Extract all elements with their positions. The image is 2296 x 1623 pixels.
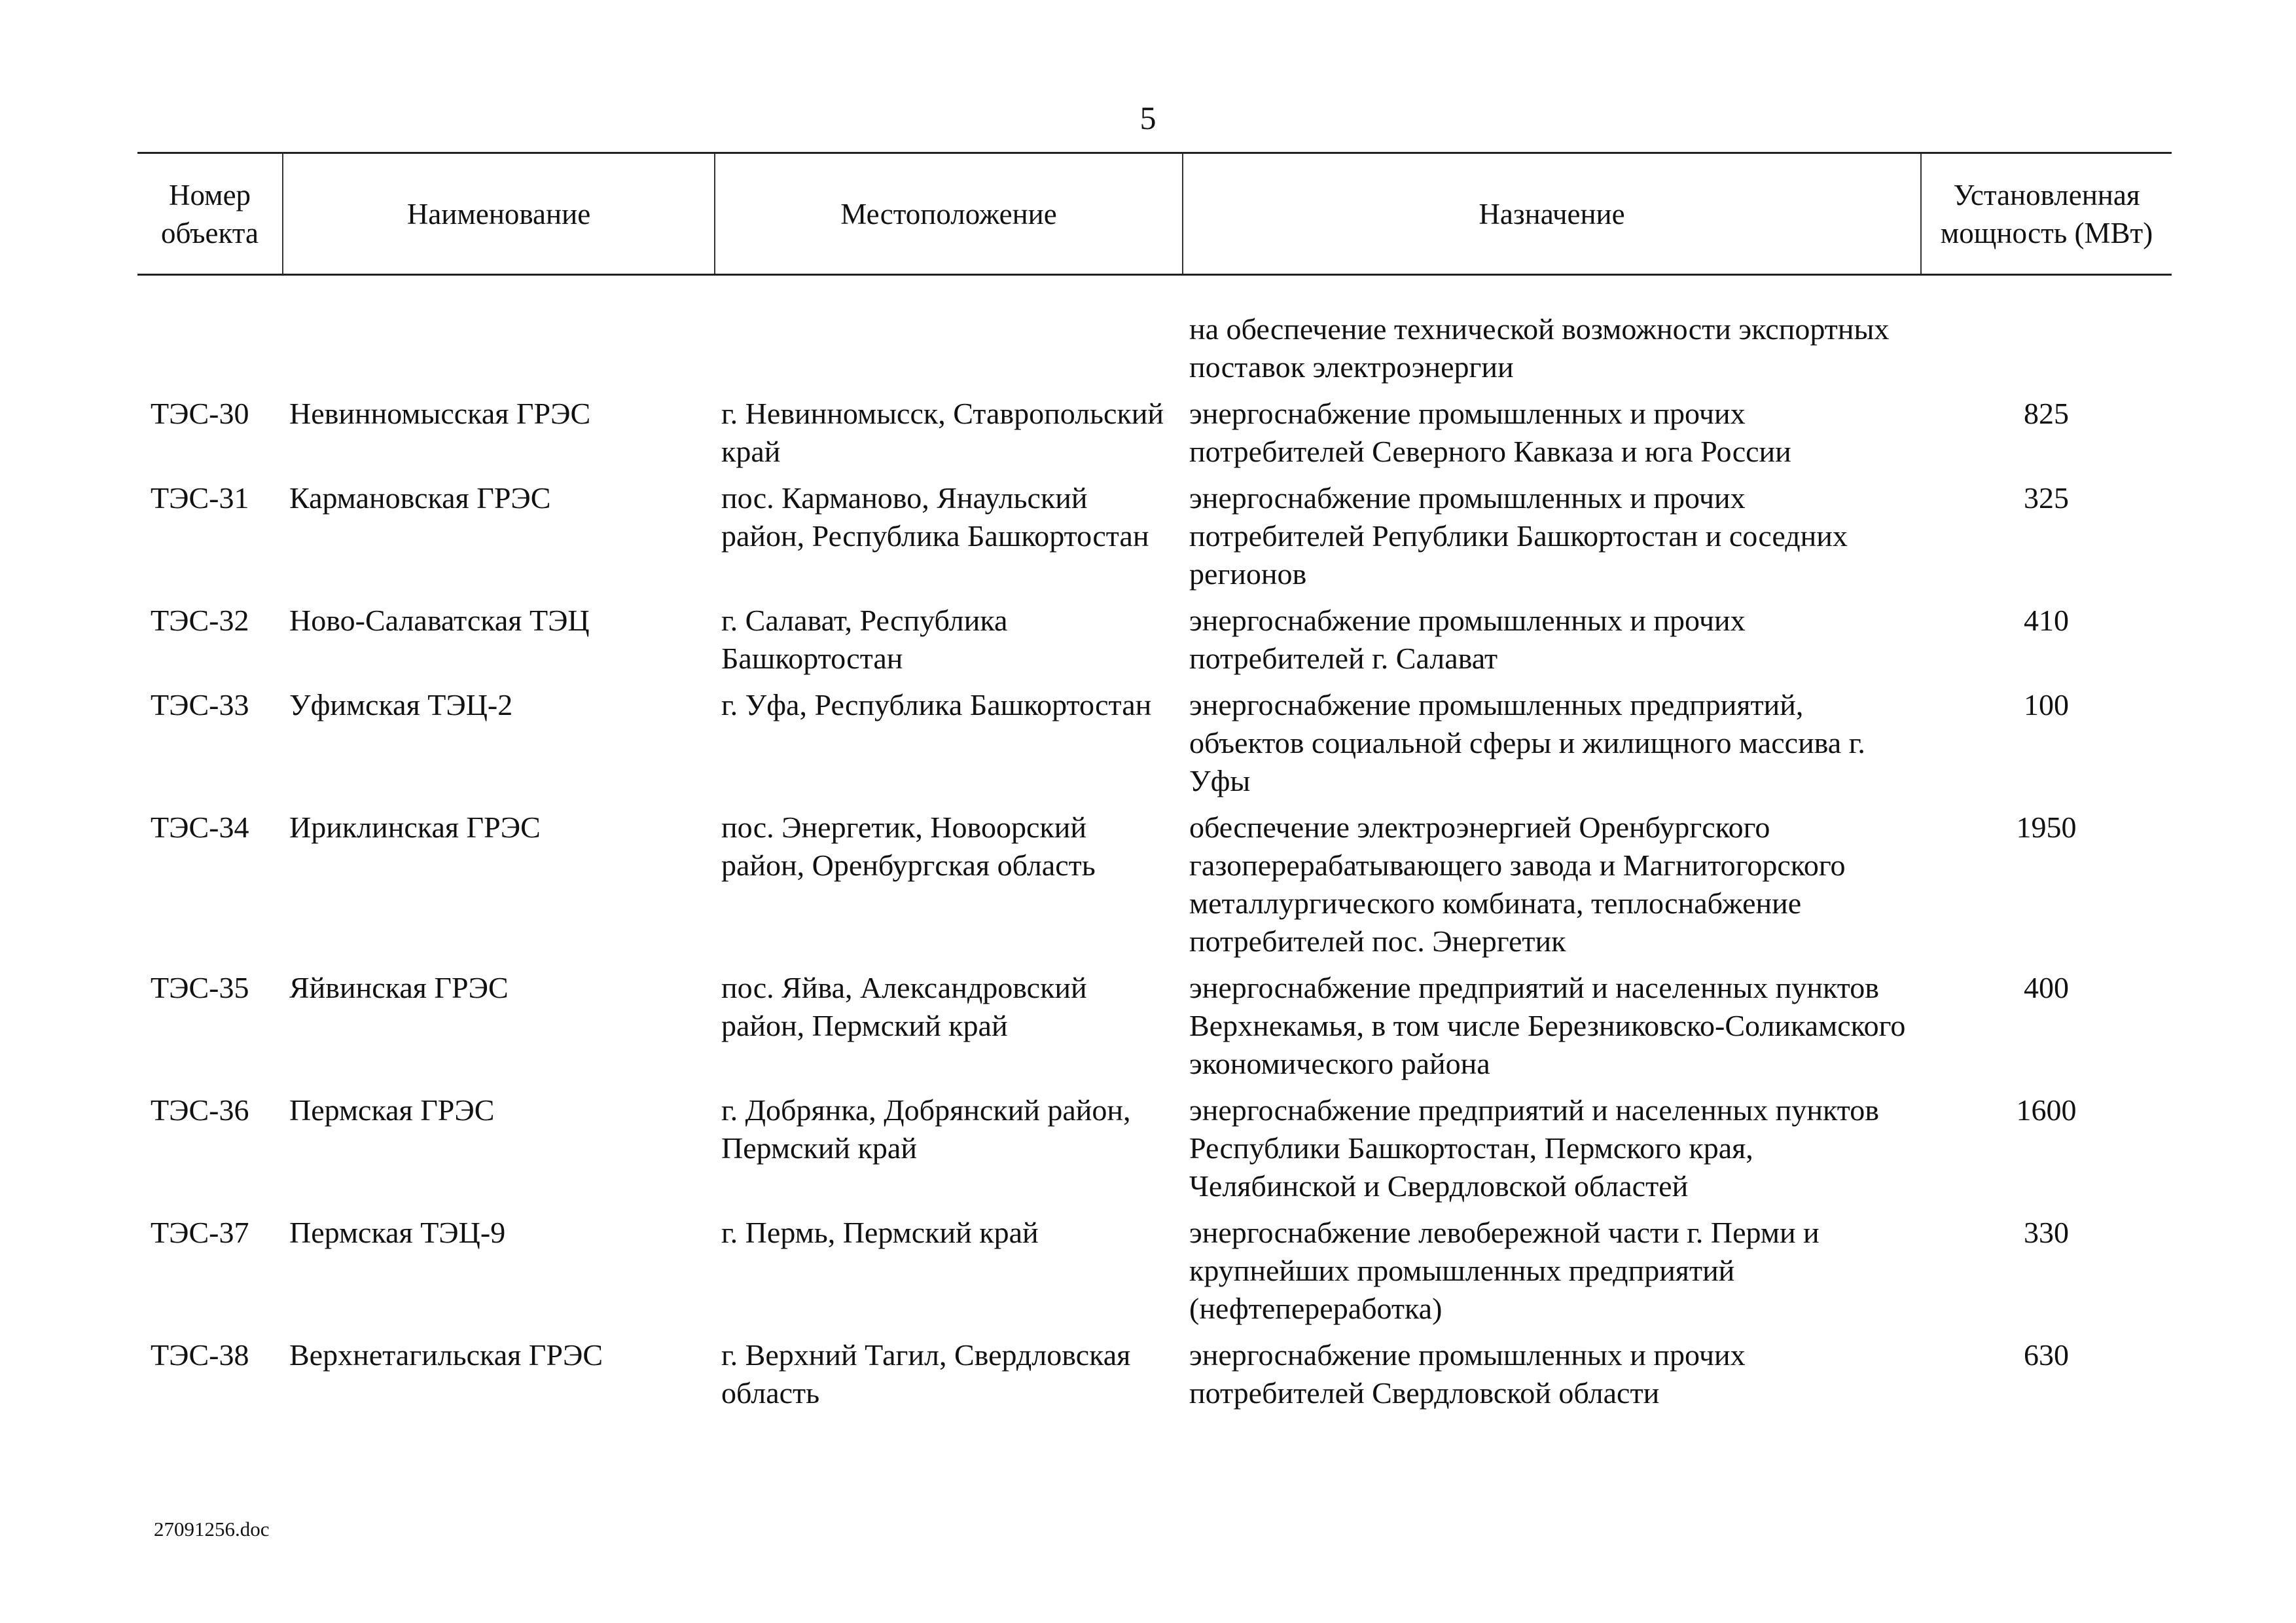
- cell-number: ТЭС-30: [151, 397, 249, 430]
- cell-location: пос. Энергетик, Новоорский район, Оренбургская область: [721, 811, 1096, 882]
- table-row: [137, 1336, 2172, 1421]
- cell-purpose: энергоснабжение промышленных и прочих потребителей Северного Кавказа и юга России: [1189, 397, 1791, 468]
- header-name: Наименование: [283, 153, 715, 275]
- header-location: Местоположение: [715, 153, 1183, 275]
- cell-location: г. Добрянка, Добрянский район, Пермский край: [721, 1093, 1131, 1165]
- cell-name: Пермская ГРЭС: [289, 1093, 495, 1127]
- cell-number: ТЭС-36: [151, 1093, 249, 1127]
- power-plants-table: [137, 152, 2172, 1421]
- cell-location: г. Пермь, Пермский край: [721, 1216, 1039, 1249]
- cell-power: 330: [2024, 1216, 2069, 1249]
- table-body: [137, 395, 2172, 1421]
- cell-number: ТЭС-38: [151, 1338, 249, 1372]
- cell-name: Яйвинская ГРЭС: [289, 971, 509, 1004]
- table-row: [137, 1214, 2172, 1336]
- cell-name: Уфимская ТЭЦ-2: [289, 688, 513, 721]
- header-purpose: Назначение: [1183, 153, 1921, 275]
- page-number: 5: [1139, 100, 1157, 136]
- cell-purpose: энергоснабжение левобережной части г. Перми и крупнейших промышленных предприятий (нефтепереработка): [1189, 1216, 1820, 1325]
- cell-location: пос. Карманово, Янаульский район, Республика Башкортостан: [721, 481, 1149, 553]
- cell-power: 410: [2024, 604, 2069, 637]
- cell-power: 825: [2024, 397, 2069, 430]
- cell-power: 1600: [2016, 1093, 2077, 1127]
- cell-purpose: энергоснабжение промышленных и прочих потребителей г. Салават: [1189, 604, 1746, 675]
- cell-purpose: обеспечение электроэнергией Оренбургского газоперерабатывающего завода и Магнитогорского металлургического комбината, теплоснабжение потребителей пос. Энергетик: [1189, 811, 1846, 958]
- cell-number: ТЭС-31: [151, 481, 249, 515]
- cell-purpose: энергоснабжение предприятий и населенных пунктов Республики Башкортостан, Пермского края, Челябинской и Свердловской областей: [1189, 1093, 1879, 1203]
- cell-purpose: энергоснабжение промышленных и прочих потребителей Свердловской области: [1189, 1338, 1746, 1410]
- table-row: [137, 686, 2172, 809]
- cell-purpose: энергоснабжение предприятий и населенных пунктов Верхнекамья, в том числе Березниковско-Соликамского экономического района: [1189, 971, 1906, 1080]
- table-header-row: [137, 153, 2172, 275]
- cell-power: 100: [2024, 688, 2069, 721]
- cell-name: Верхнетагильская ГРЭС: [289, 1338, 603, 1372]
- cell-number: ТЭС-34: [151, 811, 249, 844]
- cell-name: Ново-Салаватская ТЭЦ: [289, 604, 590, 637]
- cell-purpose: энергоснабжение промышленных предприятий, объектов социальной сферы и жилищного массива г. Уфы: [1189, 688, 1865, 797]
- continuation-row: [137, 310, 2172, 395]
- cell-power: 325: [2024, 481, 2069, 515]
- cell-number: ТЭС-32: [151, 604, 249, 637]
- cell-name: Невинномысская ГРЭС: [289, 397, 591, 430]
- header-power: Установленная мощность (МВт): [1921, 153, 2172, 275]
- table-row: [137, 479, 2172, 602]
- cell-power: 400: [2024, 971, 2069, 1004]
- cell-location: г. Невинномысск, Ставропольский край: [721, 397, 1164, 468]
- table-row: [137, 809, 2172, 969]
- table-row: [137, 969, 2172, 1091]
- header-number: Номер объекта: [137, 153, 283, 275]
- cell-name: Пермская ТЭЦ-9: [289, 1216, 506, 1249]
- cell-purpose: энергоснабжение промышленных и прочих потребителей Републики Башкортостан и соседних регионов: [1189, 481, 1848, 591]
- cell-number: ТЭС-35: [151, 971, 249, 1004]
- cell-location: пос. Яйва, Александровский район, Пермский край: [721, 971, 1087, 1042]
- cell-location: г. Уфа, Республика Башкортостан: [721, 688, 1152, 721]
- cell-name: Ириклинская ГРЭС: [289, 811, 541, 844]
- cell-number: ТЭС-37: [151, 1216, 249, 1249]
- cell-name: Кармановская ГРЭС: [289, 481, 551, 515]
- cell-power: 630: [2024, 1338, 2069, 1372]
- table-row: [137, 602, 2172, 686]
- document-filename: 27091256.doc: [154, 1518, 270, 1541]
- cell-location: г. Верхний Тагил, Свердловская область: [721, 1338, 1131, 1410]
- cell-power: 1950: [2016, 811, 2077, 844]
- continuation-text: на обеспечение технической возможности экспортных поставок электроэнергии: [1189, 312, 1890, 384]
- table-row: [137, 395, 2172, 479]
- table-row: [137, 1091, 2172, 1214]
- cell-location: г. Салават, Республика Башкортостан: [721, 604, 1008, 675]
- cell-number: ТЭС-33: [151, 688, 249, 721]
